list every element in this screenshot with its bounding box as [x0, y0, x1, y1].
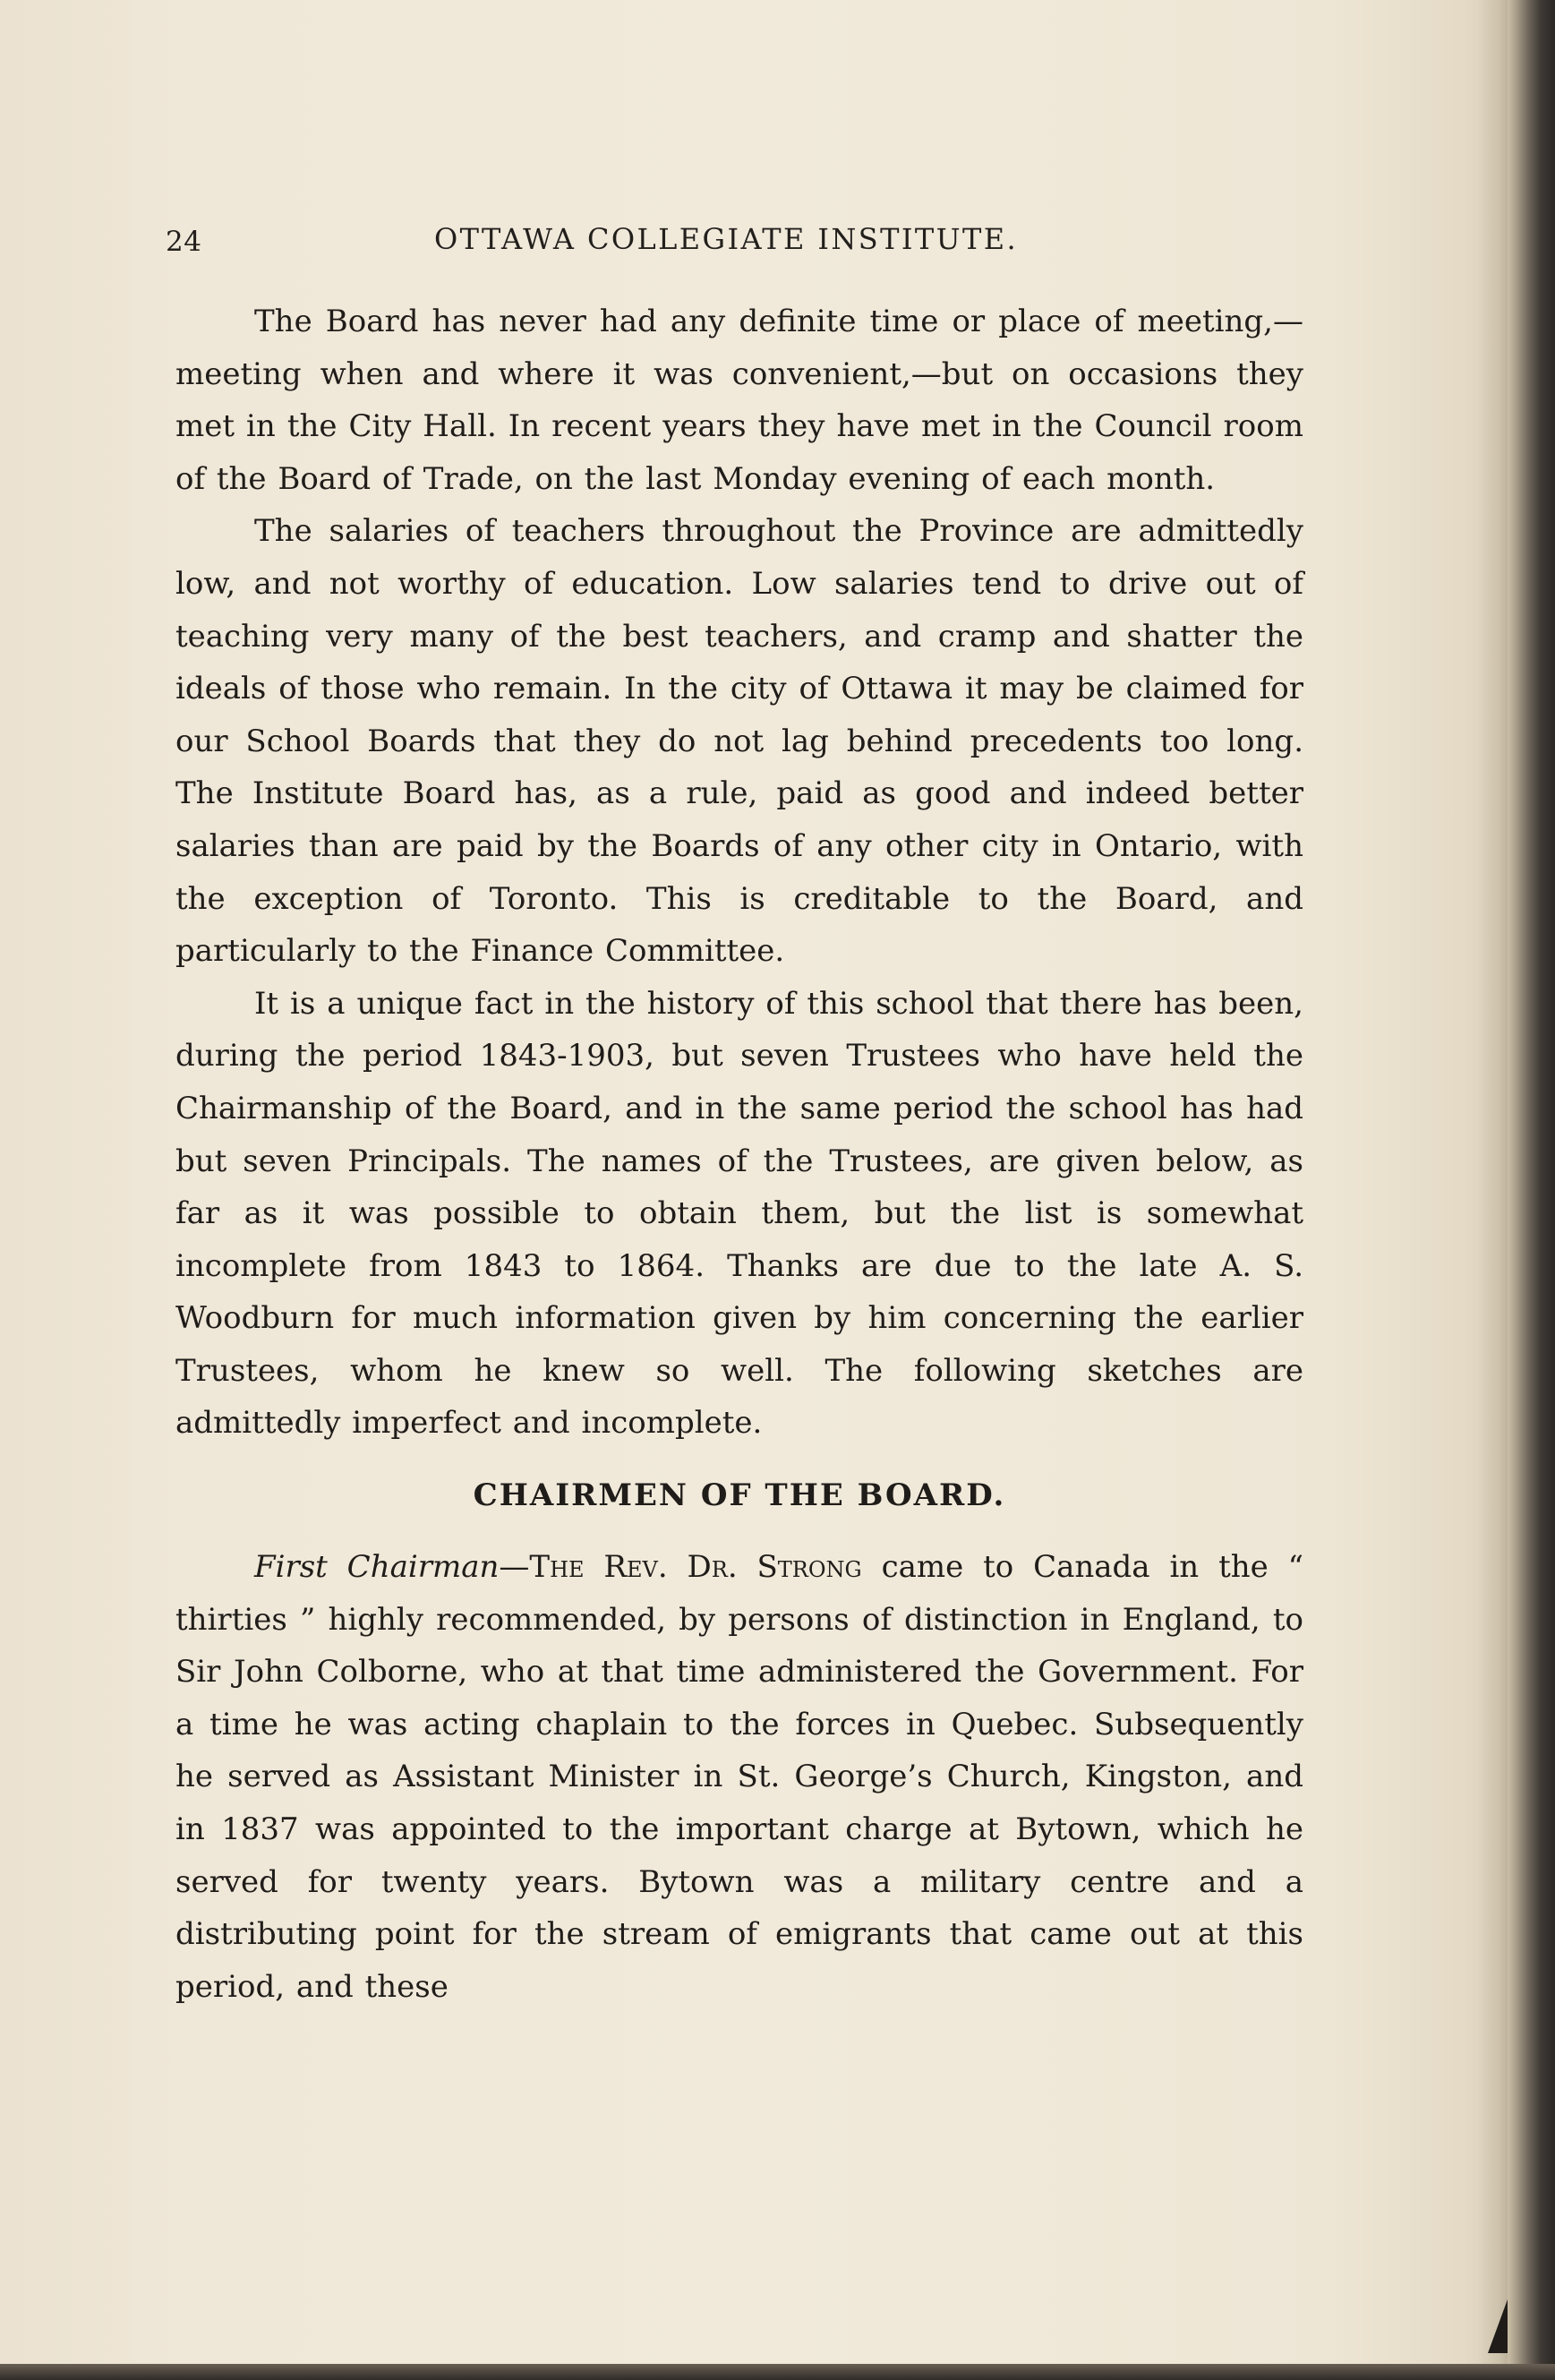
book-spine-edge: [1508, 0, 1555, 2380]
em-dash: —: [499, 1549, 530, 1586]
page-header: [166, 218, 1019, 261]
first-chairman-label: First Chairman: [254, 1549, 500, 1586]
first-chairman-text: came to Canada in the “ thirties ” highly recommended, by persons of distinction in England, to Sir John Colborne, who at that time administered the Government. For a time he was acting chaplain to the forces in Quebec. Subsequently he served as Assistant Minister in St. George’s Church, Kingston, and in 1837 was appointed to the important charge at Bytown, which he served for twenty years. Bytown was a military centre and a distributing point for the stream of emigrants that came out at this period, and these: [175, 1549, 1303, 2005]
running-head: OTTAWA COLLEGIATE INSTITUTE.: [434, 222, 1019, 256]
gutter-shadow: [1477, 0, 1508, 2364]
body-text: [175, 295, 1303, 2013]
page-number: 24: [166, 226, 202, 258]
paragraph-salaries: The salaries of teachers throughout the Province are admittedly low, and not worthy of education. Low salaries tend to drive out of teaching very many of the best teachers, and cramp and shatter the ideals of those who remain. In the city of Ottawa it may be claimed for our School Boards that they do not lag behind precedents too long. The Institute Board has, as a rule, paid as good and indeed better salaries than are paid by the Boards of any other city in Ontario, with the exception of Toronto. This is creditable to the Board, and particularly to the Finance Committee.: [175, 513, 1303, 970]
page-corner-mark: [1488, 2299, 1508, 2353]
section-heading: CHAIRMEN OF THE BOARD.: [473, 1477, 1006, 1514]
page-bottom-edge: [0, 2364, 1555, 2380]
paragraph-first-chairman: [175, 1541, 1303, 2013]
chairman-name: The Rev. Dr. Strong: [529, 1549, 862, 1586]
paragraph-chairmanship-history: It is a unique fact in the history of this school that there has been, during the period 1843-1903, but seven Trustees who have held the Chairmanship of the Board, and in the same period the school has had but seven Principals. The names of the Trustees, are given below, as far as it was possible to obtain them, but the list is somewhat incomplete from 1843 to 1864. Thanks are due to the late A. S. Woodburn for much information given by him concerning the earlier Trustees, whom he knew so well. The following sketches are admittedly imperfect and incomplete.: [175, 985, 1303, 1442]
paragraph-board-meetings: The Board has never had any definite time or place of meeting,—meeting when and where it was convenient,—but on occasions they met in the City Hall. In recent years they have met in the Council room of the Board of Trade, on the last Monday evening of each month.: [175, 304, 1303, 497]
